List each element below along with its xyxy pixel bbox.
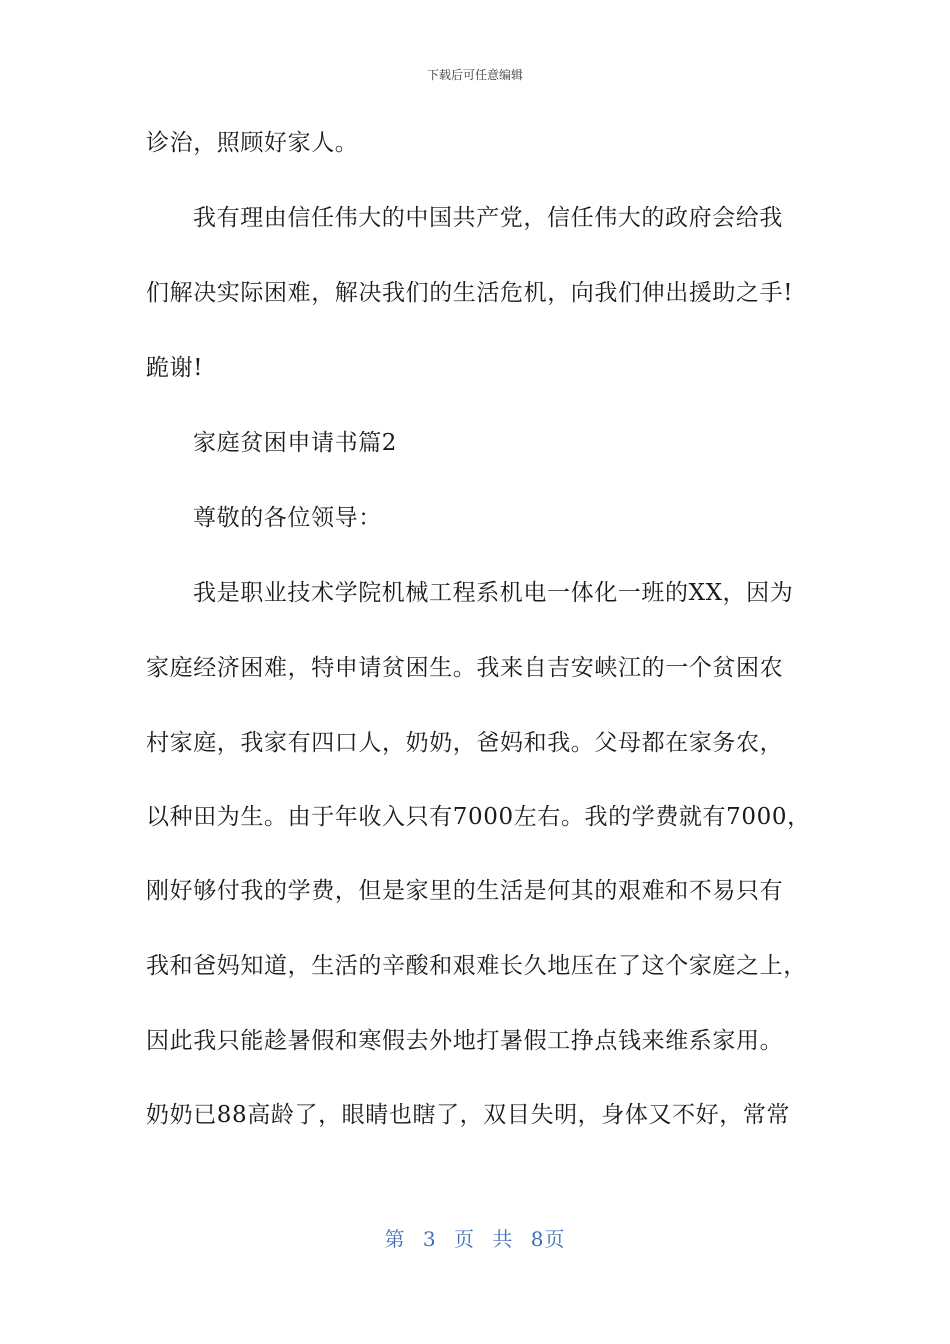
- body-line-1: 诊治，照顾好家人。: [146, 130, 359, 156]
- body-line-9: 村家庭，我家有四口人，奶奶，爸妈和我。父母都在家务农，: [146, 730, 784, 756]
- footer-label-ye: 页: [454, 1227, 475, 1251]
- body-line-4: 跪谢!: [146, 355, 204, 381]
- body-line-14: 奶奶已88高龄了，眼睛也瞎了，双目失明，身体又不好，常常: [146, 1102, 791, 1128]
- footer-current-page: 3: [422, 1227, 437, 1251]
- body-line-13: 因此我只能趁暑假和寒假去外地打暑假工挣点钱来维系家用。: [146, 1028, 784, 1054]
- body-line-8: 家庭经济困难，特申请贫困生。我来自吉安峡江的一个贫困农: [146, 655, 784, 681]
- footer-label-di: 第: [384, 1227, 406, 1251]
- page-footer: [0, 1226, 950, 1252]
- body-line-11: 刚好够付我的学费，但是家里的生活是何其的艰难和不易只有: [146, 878, 784, 904]
- page-header: 下载后可任意编辑: [426, 68, 523, 82]
- body-line-2: 我有理由信任伟大的中国共产党，信任伟大的政府会给我: [193, 205, 783, 231]
- body-line-3: 们解决实际困难，解决我们的生活危机，向我们伸出援助之手!: [146, 280, 794, 306]
- footer-total-pages: 8页: [530, 1227, 566, 1251]
- salutation: 尊敬的各位领导：: [193, 505, 382, 531]
- section-heading: 家庭贫困申请书篇2: [193, 430, 398, 456]
- footer-label-gong: 共: [492, 1227, 514, 1251]
- body-line-10: 以种田为生。由于年收入只有7000左右。我的学费就有7000，: [146, 804, 811, 830]
- body-line-7: 我是职业技术学院机械工程系机电一体化一班的XX，因为: [193, 580, 794, 606]
- body-line-12: 我和爸妈知道，生活的辛酸和艰难长久地压在了这个家庭之上，: [146, 953, 807, 979]
